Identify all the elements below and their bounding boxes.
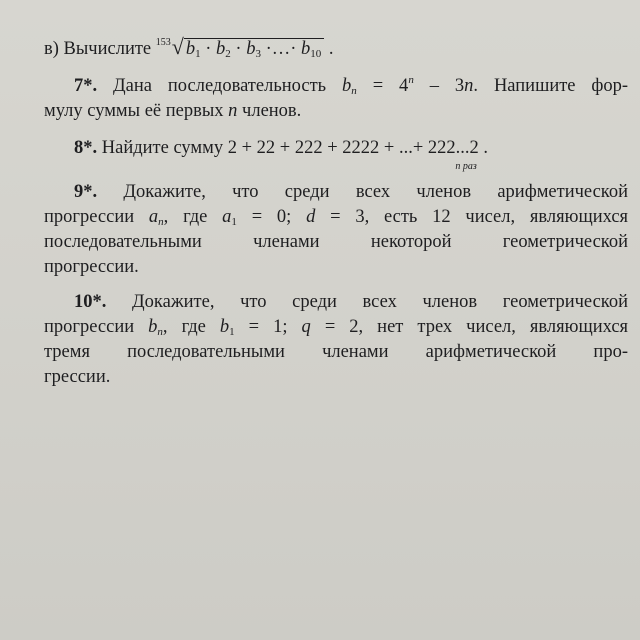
n-times-note: n раз (455, 161, 477, 172)
root-index: 153 (155, 37, 171, 48)
task-9-line-3: последовательными членами некоторой геометрической (44, 232, 628, 252)
task-9-number: 9*. (74, 182, 98, 202)
task-9 (44, 180, 628, 280)
task-10 (44, 290, 628, 390)
item-v-label: в) Вычислите (44, 39, 152, 59)
nth-root-expression (156, 34, 325, 64)
radical-sign-icon: √ (171, 34, 184, 59)
task-8-number: 8*. (74, 138, 98, 158)
task-8-line-1: 8*. Найдите сумму 2 + 22 + 222 + 2222 + ...+ 222...2 n раз . (44, 136, 628, 161)
task-9-line-2: прогрессии $a_n$, где $a_1 = 0$; d = 3, есть 12 чисел, являющихся (44, 207, 629, 228)
radicand: $b_1 \cdot b_2 \cdot b_3$ ·…· $b_{10}$ (184, 38, 324, 59)
task-9-line-4: прогрессии. (44, 257, 139, 277)
task-8 (44, 136, 628, 172)
task-10-line-3: тремя последовательными членами арифметической про- (44, 342, 628, 362)
task-10-line-4: грессии. (44, 367, 111, 387)
task-7 (44, 74, 628, 124)
task-10-number: 10*. (74, 292, 107, 312)
task-7-line-1: 7*. Дана последовательность $b_n = 4^n - 3n$. Напишите фор- (74, 74, 629, 97)
task-10-line-2: прогрессии $b_n$, где $b_1 = 1$; q = 2, нет трех чисел, являющихся (44, 317, 629, 338)
item-v: в) Вычислите $^{153}$√ $b_1 \cdot b_2 \cdot b_3$ ·…· $b_{10}$ . (44, 34, 628, 64)
task-10-line-1: 10*. Докажите, что среди всех членов геометрической (74, 292, 629, 312)
task-7-number: 7*. (74, 76, 98, 96)
task-7-line-2: мулу суммы её первых n членов. (44, 101, 302, 121)
task-9-line-1: 9*. Докажите, что среди всех членов арифметической (74, 182, 628, 202)
